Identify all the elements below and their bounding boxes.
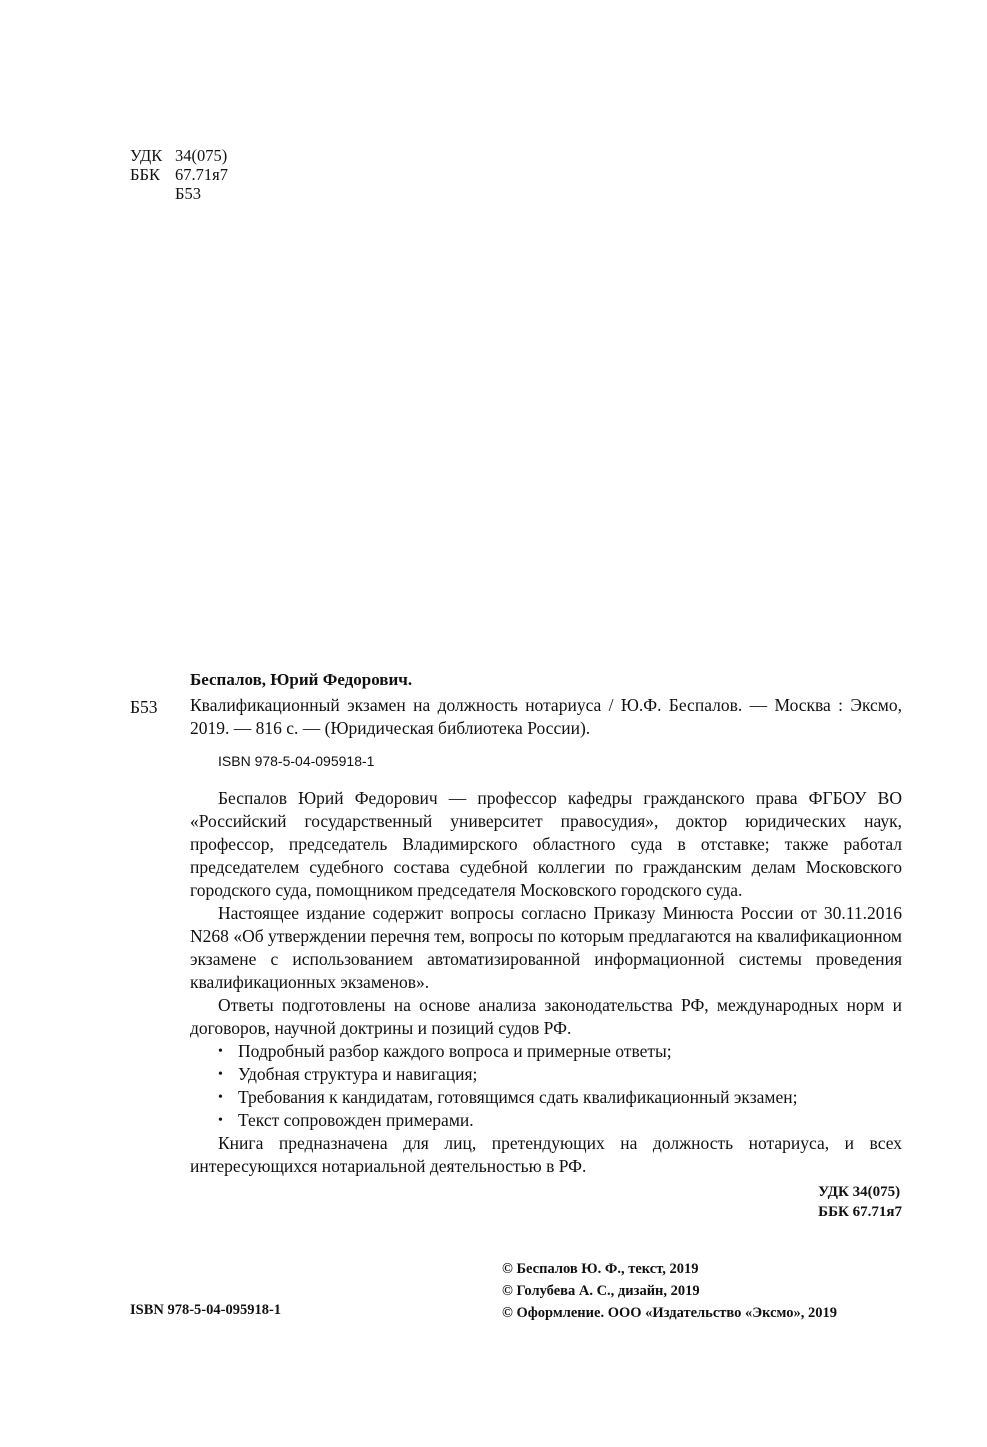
author-code-row — [130, 184, 228, 203]
annotation-paragraph: Беспалов Юрий Федорович — профессор кафедры гражданского права ФГБОУ ВО «Российский государственный университет правосудия», доктор юридических наук, профессор, председатель Владимирского областного суда в отставке; также работал председателем судебного состава судебной коллегии по гражданским делам Московского городского суда, помощником председателя Московского городского суда. — [190, 788, 902, 900]
feature-list — [190, 1040, 902, 1132]
bbk-value: 67.71я7 — [175, 165, 228, 184]
catalog-bottom — [818, 1182, 902, 1222]
udk-value: 34(075) — [175, 146, 228, 165]
bbk-bottom: ББК 67.71я7 — [818, 1204, 902, 1220]
author-heading: Беспалов, Юрий Федорович. — [190, 670, 413, 689]
citation: Квалификационный экзамен на должность нотариуса / Ю.Ф. Беспалов. — Москва : Эксмо, 2019. — 816 с. — (Юридическая библиотека России). — [190, 695, 902, 738]
annotation-paragraph: Ответы подготовлены на основе анализа законодательства РФ, международных норм и договоров, научной доктрины и позиций судов РФ. — [190, 995, 902, 1038]
copyright-line: © Оформление. ООО «Издательство «Эксмо», 2019 — [502, 1305, 837, 1321]
copyright-block — [502, 1258, 837, 1324]
list-item: • Требования к кандидатам, готовящимся сдать квалификационный экзамен; — [218, 1086, 902, 1109]
annotation-paragraph: Настоящее издание содержит вопросы согласно Приказу Минюста России от 30.11.2016 N268 «Об утверждении перечня тем, вопросы по которым предлагаются на квалификационном экзамене с использованием автоматизированной информационной системы проведения квалификационных экзаменов». — [190, 903, 902, 992]
list-item: • Текст сопровожден примерами. — [218, 1109, 902, 1132]
bbk-row — [130, 165, 228, 184]
copyright-line: © Голубева А. С., дизайн, 2019 — [502, 1283, 700, 1299]
udk-label: УДК — [130, 146, 163, 165]
entry-body — [190, 694, 902, 1178]
list-item: • Подробный разбор каждого вопроса и примерные ответы; — [218, 1040, 902, 1063]
closing-paragraph: Книга предназначена для лиц, претендующих на должность нотариуса, и всех интересующихся нотариальной деятельностью в РФ. — [190, 1133, 902, 1176]
list-item: • Удобная структура и навигация; — [218, 1063, 902, 1086]
bbk-label: ББК — [130, 165, 160, 184]
catalog-top — [130, 146, 228, 203]
udk-row — [130, 146, 228, 165]
author-code: Б53 — [175, 184, 201, 203]
udk-bottom: УДК 34(075) — [818, 1184, 901, 1200]
isbn-entry: ISBN 978-5-04-095918-1 — [218, 753, 375, 769]
copyright-line: © Беспалов Ю. Ф., текст, 2019 — [502, 1261, 699, 1277]
entry-code: Б53 — [130, 697, 158, 717]
isbn-bottom: ISBN 978-5-04-095918-1 — [130, 1302, 282, 1318]
